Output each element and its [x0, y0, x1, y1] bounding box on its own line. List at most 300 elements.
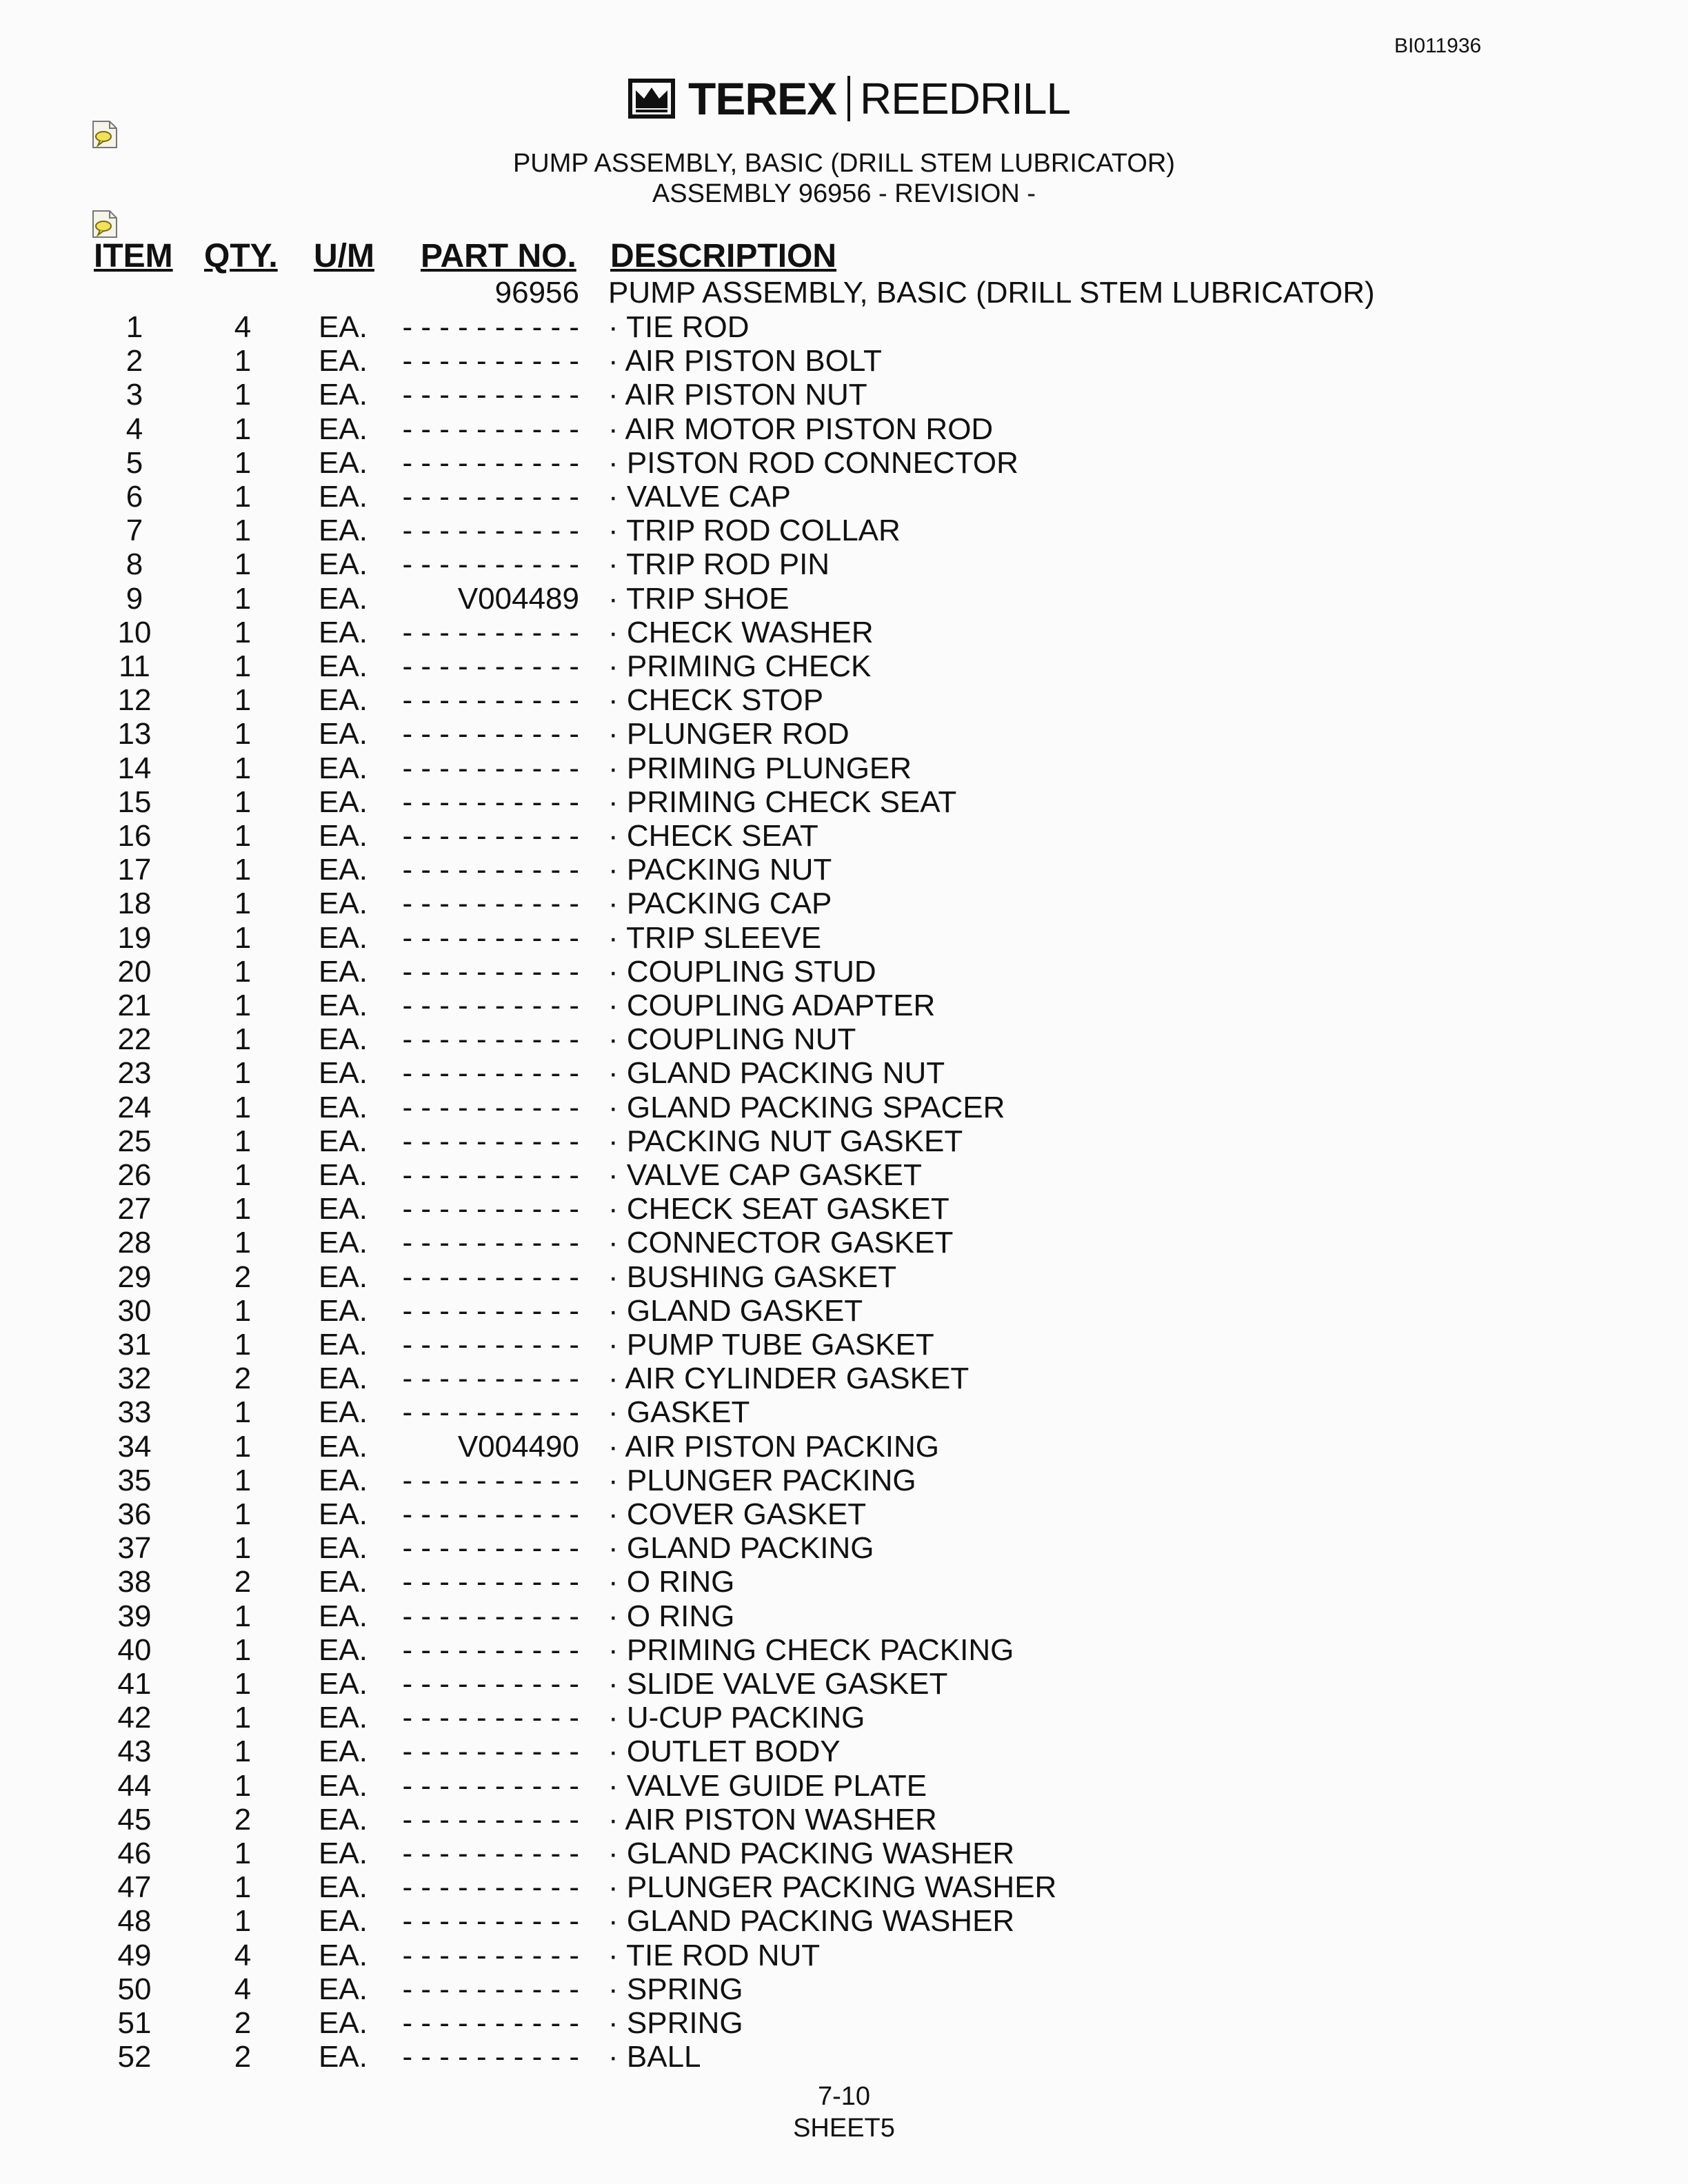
item-number: 43 — [117, 1735, 152, 1769]
note-attachment-icon[interactable] — [92, 210, 118, 239]
unit-of-measure: EA. — [319, 785, 368, 819]
part-number: - - - - - - - - - - — [402, 547, 579, 582]
table-row — [0, 1633, 1688, 1667]
unit-of-measure: EA. — [319, 547, 368, 582]
table-row — [0, 1124, 1688, 1158]
part-number: - - - - - - - - - - — [402, 1056, 579, 1091]
quantity: 1 — [234, 751, 252, 785]
unit-of-measure: EA. — [319, 344, 368, 378]
column-header-qty: QTY. — [204, 238, 278, 274]
part-description: · AIR PISTON WASHER — [608, 1802, 937, 1837]
document-title: PUMP ASSEMBLY, BASIC (DRILL STEM LUBRICATOR) — [512, 149, 1176, 178]
table-row — [0, 887, 1688, 920]
quantity: 1 — [234, 887, 252, 921]
table-row — [0, 1464, 1688, 1497]
quantity: 1 — [234, 1870, 252, 1905]
table-row — [0, 717, 1688, 751]
item-number: 9 — [125, 581, 143, 616]
table-row — [0, 2006, 1688, 2040]
item-number: 32 — [117, 1362, 152, 1396]
part-number: V004490 — [457, 1429, 579, 1464]
part-description: · OUTLET BODY — [608, 1735, 841, 1769]
brand-logo — [627, 74, 1070, 123]
item-number: 33 — [117, 1395, 152, 1430]
part-number: - - - - - - - - - - — [402, 1395, 579, 1430]
item-number: 46 — [117, 1837, 152, 1870]
part-number: - - - - - - - - - - — [402, 649, 579, 683]
unit-of-measure: EA. — [319, 1293, 368, 1328]
part-description: · SPRING — [608, 1972, 743, 2006]
assembly-part-no: 96956 — [494, 276, 579, 310]
part-number: - - - - - - - - - - — [402, 378, 579, 412]
quantity: 1 — [234, 717, 252, 751]
part-number: - - - - - - - - - - — [402, 683, 579, 718]
part-description: · TIE ROD NUT — [608, 1938, 821, 1972]
item-number: 45 — [117, 1802, 152, 1837]
unit-of-measure: EA. — [319, 1090, 368, 1124]
item-number: 42 — [117, 1701, 152, 1735]
table-row — [0, 683, 1688, 717]
unit-of-measure: EA. — [319, 1632, 368, 1667]
table-row — [0, 819, 1688, 853]
quantity: 1 — [234, 1395, 252, 1430]
quantity: 1 — [234, 1056, 252, 1091]
item-number: 12 — [117, 683, 152, 718]
quantity: 1 — [234, 1022, 252, 1057]
unit-of-measure: EA. — [319, 1192, 368, 1226]
table-row — [0, 1260, 1688, 1294]
unit-of-measure: EA. — [319, 1837, 368, 1870]
quantity: 1 — [234, 581, 252, 616]
part-description: · GLAND PACKING SPACER — [608, 1090, 1005, 1124]
item-number: 40 — [117, 1632, 152, 1667]
unit-of-measure: EA. — [319, 1768, 368, 1803]
item-number: 20 — [117, 954, 152, 989]
part-description: · PLUNGER PACKING — [608, 1463, 916, 1497]
part-description: · TRIP ROD PIN — [608, 547, 830, 582]
item-number: 34 — [117, 1429, 152, 1464]
part-description: · TIE ROD — [608, 310, 750, 344]
item-number: 31 — [117, 1328, 152, 1362]
quantity: 1 — [234, 785, 252, 819]
part-number: - - - - - - - - - - — [402, 2040, 579, 2074]
table-row — [0, 751, 1688, 785]
page-number: 7-10 — [817, 2082, 871, 2111]
item-number: 21 — [117, 989, 152, 1022]
table-row — [0, 446, 1688, 480]
table-row — [0, 1803, 1688, 1837]
part-description: · BUSHING GASKET — [608, 1260, 897, 1294]
part-number: - - - - - - - - - - — [402, 1090, 579, 1124]
quantity: 1 — [234, 989, 252, 1022]
part-description: · AIR MOTOR PISTON ROD — [608, 412, 994, 446]
part-number: - - - - - - - - - - — [402, 1735, 579, 1769]
part-number: - - - - - - - - - - — [402, 2006, 579, 2040]
unit-of-measure: EA. — [319, 649, 368, 683]
part-description: · U-CUP PACKING — [608, 1701, 865, 1735]
part-number: - - - - - - - - - - — [402, 480, 579, 514]
table-row — [0, 1701, 1688, 1735]
document-subtitle: ASSEMBLY 96956 - REVISION - — [652, 179, 1036, 208]
table-row — [0, 1497, 1688, 1531]
assembly-row — [0, 276, 1688, 310]
item-number: 29 — [117, 1260, 152, 1294]
item-number: 7 — [125, 514, 143, 548]
item-number: 39 — [117, 1599, 152, 1633]
unit-of-measure: EA. — [319, 378, 368, 412]
quantity: 1 — [234, 683, 252, 718]
part-number: - - - - - - - - - - — [402, 853, 579, 887]
unit-of-measure: EA. — [319, 1056, 368, 1091]
unit-of-measure: EA. — [319, 2040, 368, 2074]
unit-of-measure: EA. — [319, 1328, 368, 1362]
item-number: 38 — [117, 1565, 152, 1599]
table-row — [0, 1904, 1688, 1938]
quantity: 1 — [234, 1192, 252, 1226]
quantity: 1 — [234, 1632, 252, 1667]
part-number: - - - - - - - - - - — [402, 1837, 579, 1870]
part-description: · PRIMING CHECK SEAT — [608, 785, 957, 819]
quantity: 1 — [234, 920, 252, 955]
unit-of-measure: EA. — [319, 1395, 368, 1430]
unit-of-measure: EA. — [319, 1226, 368, 1260]
part-number: - - - - - - - - - - — [402, 819, 579, 853]
quantity: 1 — [234, 1735, 252, 1769]
part-description: · COVER GASKET — [608, 1497, 867, 1531]
part-description: · AIR PISTON BOLT — [608, 344, 882, 378]
item-number: 28 — [117, 1226, 152, 1260]
part-number: - - - - - - - - - - — [402, 1192, 579, 1226]
quantity: 1 — [234, 1124, 252, 1158]
part-number: - - - - - - - - - - — [402, 1158, 579, 1192]
item-number: 16 — [117, 819, 152, 853]
quantity: 2 — [234, 1260, 252, 1294]
quantity: 1 — [234, 1497, 252, 1531]
part-description: · PACKING CAP — [608, 887, 832, 921]
table-row — [0, 2040, 1688, 2074]
item-number: 3 — [125, 378, 143, 412]
quantity: 1 — [234, 649, 252, 683]
quantity: 1 — [234, 954, 252, 989]
item-number: 19 — [117, 920, 152, 955]
table-row — [0, 1667, 1688, 1701]
part-description: · PRIMING PLUNGER — [608, 751, 912, 785]
part-description: · CHECK SEAT GASKET — [608, 1192, 950, 1226]
part-number: - - - - - - - - - - — [402, 1124, 579, 1158]
part-number: - - - - - - - - - - — [402, 1768, 579, 1803]
part-number: - - - - - - - - - - — [402, 615, 579, 649]
table-row — [0, 1565, 1688, 1599]
table-row — [0, 378, 1688, 412]
part-number: - - - - - - - - - - — [402, 1463, 579, 1497]
table-row — [0, 989, 1688, 1022]
table-row — [0, 1939, 1688, 1972]
table-row — [0, 785, 1688, 819]
quantity: 1 — [234, 547, 252, 582]
unit-of-measure: EA. — [319, 1022, 368, 1057]
part-number: - - - - - - - - - - — [402, 1667, 579, 1701]
part-description: · TRIP ROD COLLAR — [608, 514, 901, 548]
table-row — [0, 1056, 1688, 1090]
table-row — [0, 1328, 1688, 1362]
part-number: - - - - - - - - - - — [402, 785, 579, 819]
part-number: - - - - - - - - - - — [402, 1802, 579, 1837]
part-description: · PISTON ROD CONNECTOR — [608, 445, 1018, 480]
table-row — [0, 921, 1688, 955]
part-description: · TRIP SHOE — [608, 581, 790, 616]
part-description: · PLUNGER ROD — [608, 717, 850, 751]
quantity: 1 — [234, 615, 252, 649]
quantity: 1 — [234, 819, 252, 853]
column-header-description: DESCRIPTION — [610, 238, 837, 274]
unit-of-measure: EA. — [319, 1362, 368, 1396]
item-number: 27 — [117, 1192, 152, 1226]
table-row — [0, 1158, 1688, 1192]
table-row — [0, 1192, 1688, 1226]
note-attachment-icon[interactable] — [92, 120, 118, 149]
quantity: 1 — [234, 1293, 252, 1328]
unit-of-measure: EA. — [319, 1904, 368, 1939]
item-number: 44 — [117, 1768, 152, 1803]
quantity: 1 — [234, 1328, 252, 1362]
quantity: 1 — [234, 1463, 252, 1497]
unit-of-measure: EA. — [319, 1260, 368, 1294]
table-row — [0, 1735, 1688, 1768]
table-row — [0, 1769, 1688, 1803]
unit-of-measure: EA. — [319, 1938, 368, 1972]
item-number: 50 — [117, 1972, 152, 2006]
unit-of-measure: EA. — [319, 1599, 368, 1633]
unit-of-measure: EA. — [319, 1802, 368, 1837]
unit-of-measure: EA. — [319, 2006, 368, 2040]
part-description: · PACKING NUT — [608, 853, 832, 887]
part-description: · PRIMING CHECK PACKING — [608, 1632, 1014, 1667]
table-row — [0, 616, 1688, 649]
part-description: · CHECK SEAT — [608, 819, 818, 853]
item-number: 47 — [117, 1870, 152, 1905]
item-number: 15 — [117, 785, 152, 819]
table-row — [0, 1395, 1688, 1429]
part-description: · GLAND PACKING NUT — [608, 1056, 945, 1091]
part-description: · COUPLING STUD — [608, 954, 876, 989]
quantity: 1 — [234, 378, 252, 412]
table-row — [0, 1294, 1688, 1328]
item-number: 1 — [125, 310, 143, 344]
part-number: - - - - - - - - - - — [402, 310, 579, 344]
part-number: - - - - - - - - - - — [402, 1972, 579, 2006]
brand-divider — [847, 76, 850, 121]
part-number: - - - - - - - - - - — [402, 344, 579, 378]
unit-of-measure: EA. — [319, 615, 368, 649]
quantity: 2 — [234, 2040, 252, 2074]
part-description: · TRIP SLEEVE — [608, 920, 821, 955]
part-number: - - - - - - - - - - — [402, 445, 579, 480]
part-description: · CHECK STOP — [608, 683, 824, 718]
brand-primary: TEREX — [688, 73, 837, 124]
part-description: · SPRING — [608, 2006, 743, 2040]
part-description: · VALVE GUIDE PLATE — [608, 1768, 927, 1803]
part-description: · CHECK WASHER — [608, 615, 874, 649]
part-number: - - - - - - - - - - — [402, 1293, 579, 1328]
part-description: · BALL — [608, 2040, 701, 2074]
item-number: 2 — [125, 344, 143, 378]
item-number: 17 — [117, 853, 152, 887]
part-number: - - - - - - - - - - — [402, 1022, 579, 1057]
part-number: - - - - - - - - - - — [402, 514, 579, 548]
table-row — [0, 1362, 1688, 1395]
unit-of-measure: EA. — [319, 1701, 368, 1735]
quantity: 1 — [234, 1837, 252, 1870]
table-row — [0, 955, 1688, 989]
part-number: - - - - - - - - - - — [402, 412, 579, 446]
part-number: - - - - - - - - - - — [402, 1260, 579, 1294]
item-number: 5 — [125, 445, 143, 480]
item-number: 48 — [117, 1904, 152, 1939]
quantity: 2 — [234, 2006, 252, 2040]
part-description: · AIR PISTON NUT — [608, 378, 867, 412]
part-description: · VALVE CAP — [608, 480, 791, 514]
item-number: 13 — [117, 717, 152, 751]
unit-of-measure: EA. — [319, 1870, 368, 1905]
item-number: 51 — [117, 2006, 152, 2040]
item-number: 14 — [117, 751, 152, 785]
part-number: - - - - - - - - - - — [402, 1362, 579, 1396]
unit-of-measure: EA. — [319, 412, 368, 446]
item-number: 22 — [117, 1022, 152, 1057]
unit-of-measure: EA. — [319, 1531, 368, 1566]
unit-of-measure: EA. — [319, 1565, 368, 1599]
part-number: - - - - - - - - - - — [402, 717, 579, 751]
unit-of-measure: EA. — [319, 480, 368, 514]
quantity: 1 — [234, 1158, 252, 1192]
quantity: 1 — [234, 514, 252, 548]
part-description: · CONNECTOR GASKET — [608, 1226, 954, 1260]
table-row — [0, 412, 1688, 446]
part-number: - - - - - - - - - - — [402, 1904, 579, 1939]
item-number: 41 — [117, 1667, 152, 1701]
part-number: - - - - - - - - - - — [402, 751, 579, 785]
table-row — [0, 310, 1688, 344]
part-description: · AIR CYLINDER GASKET — [608, 1362, 969, 1396]
item-number: 30 — [117, 1293, 152, 1328]
table-row — [0, 514, 1688, 547]
unit-of-measure: EA. — [319, 1735, 368, 1769]
unit-of-measure: EA. — [319, 1667, 368, 1701]
table-row — [0, 649, 1688, 683]
quantity: 1 — [234, 1701, 252, 1735]
unit-of-measure: EA. — [319, 1497, 368, 1531]
quantity: 4 — [234, 310, 252, 344]
assembly-description: PUMP ASSEMBLY, BASIC (DRILL STEM LUBRICATOR) — [608, 276, 1375, 310]
part-description: · O RING — [608, 1599, 735, 1633]
unit-of-measure: EA. — [319, 1429, 368, 1464]
item-number: 8 — [125, 547, 143, 582]
column-header-item: ITEM — [94, 238, 173, 274]
item-number: 25 — [117, 1124, 152, 1158]
item-number: 35 — [117, 1463, 152, 1497]
unit-of-measure: EA. — [319, 445, 368, 480]
part-number: - - - - - - - - - - — [402, 1226, 579, 1260]
part-number: - - - - - - - - - - — [402, 920, 579, 955]
table-row — [0, 1599, 1688, 1633]
part-number: - - - - - - - - - - — [402, 887, 579, 921]
table-row — [0, 1091, 1688, 1124]
part-description: · GASKET — [608, 1395, 750, 1430]
unit-of-measure: EA. — [319, 683, 368, 718]
part-description: · PUMP TUBE GASKET — [608, 1328, 934, 1362]
document-id: BI011936 — [1394, 34, 1482, 57]
part-number: - - - - - - - - - - — [402, 1531, 579, 1566]
item-number: 37 — [117, 1531, 152, 1566]
item-number: 49 — [117, 1938, 152, 1972]
part-number: - - - - - - - - - - — [402, 1632, 579, 1667]
unit-of-measure: EA. — [319, 887, 368, 921]
quantity: 1 — [234, 445, 252, 480]
part-description: · GLAND PACKING WASHER — [608, 1837, 1015, 1870]
unit-of-measure: EA. — [319, 1972, 368, 2006]
part-description: · SLIDE VALVE GASKET — [608, 1667, 948, 1701]
part-number: - - - - - - - - - - — [402, 1599, 579, 1633]
part-description: · COUPLING ADAPTER — [608, 989, 936, 1022]
quantity: 1 — [234, 344, 252, 378]
column-header-um: U/M — [314, 238, 374, 274]
item-number: 52 — [117, 2040, 152, 2074]
unit-of-measure: EA. — [319, 989, 368, 1022]
unit-of-measure: EA. — [319, 819, 368, 853]
table-row — [0, 1022, 1688, 1056]
part-description: · O RING — [608, 1565, 735, 1599]
quantity: 1 — [234, 412, 252, 446]
quantity: 4 — [234, 1972, 252, 2006]
part-number: - - - - - - - - - - — [402, 954, 579, 989]
item-number: 24 — [117, 1090, 152, 1124]
part-number: - - - - - - - - - - — [402, 1565, 579, 1599]
part-number: - - - - - - - - - - — [402, 1497, 579, 1531]
table-row — [0, 480, 1688, 514]
table-row — [0, 1430, 1688, 1464]
item-number: 6 — [125, 480, 143, 514]
part-description: · GLAND PACKING — [608, 1531, 874, 1566]
table-row — [0, 1837, 1688, 1870]
quantity: 1 — [234, 1531, 252, 1566]
quantity: 1 — [234, 480, 252, 514]
quantity: 1 — [234, 1090, 252, 1124]
unit-of-measure: EA. — [319, 581, 368, 616]
quantity: 1 — [234, 1768, 252, 1803]
unit-of-measure: EA. — [319, 954, 368, 989]
part-number: - - - - - - - - - - — [402, 989, 579, 1022]
column-header-part-no: PART NO. — [421, 238, 576, 274]
quantity: 1 — [234, 1599, 252, 1633]
terex-crown-logo-icon — [627, 78, 676, 119]
unit-of-measure: EA. — [319, 920, 368, 955]
table-row — [0, 547, 1688, 581]
quantity: 1 — [234, 853, 252, 887]
quantity: 2 — [234, 1802, 252, 1837]
quantity: 1 — [234, 1226, 252, 1260]
unit-of-measure: EA. — [319, 1158, 368, 1192]
part-number: - - - - - - - - - - — [402, 1701, 579, 1735]
item-number: 23 — [117, 1056, 152, 1091]
part-number: V004489 — [457, 581, 579, 616]
table-row — [0, 853, 1688, 887]
unit-of-measure: EA. — [319, 1463, 368, 1497]
table-row — [0, 1531, 1688, 1565]
part-description: · COUPLING NUT — [608, 1022, 856, 1057]
quantity: 1 — [234, 1429, 252, 1464]
sheet-label: SHEET5 — [793, 2114, 895, 2143]
table-row — [0, 1972, 1688, 2006]
